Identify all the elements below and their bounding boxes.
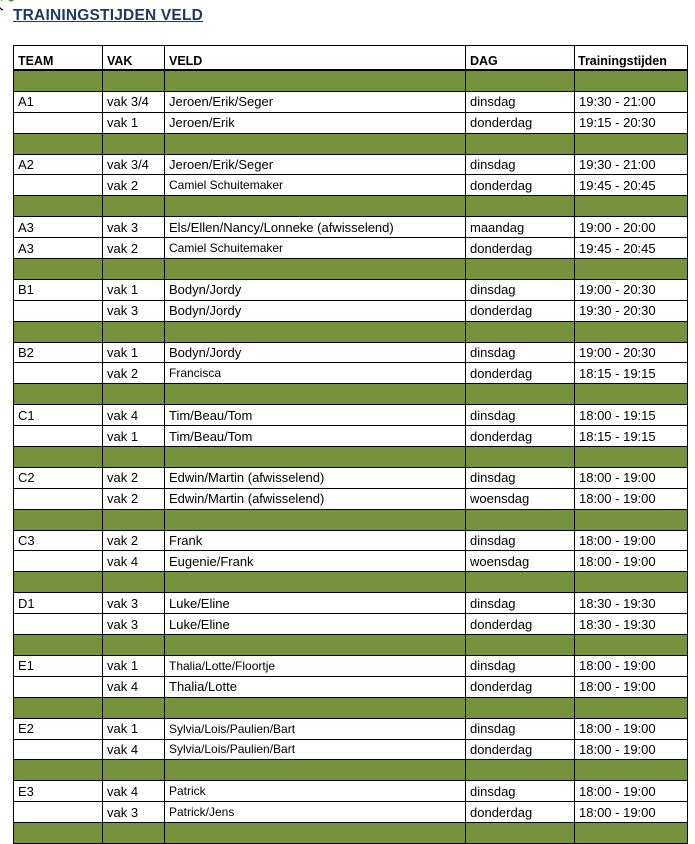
tijd-cell: 19:30 - 20:30	[575, 300, 688, 321]
spacer-cell	[466, 259, 575, 280]
tijd-cell: 19:00 - 20:30	[575, 279, 688, 300]
team-cell: A3	[14, 217, 103, 238]
team-cell	[14, 802, 103, 823]
dag-cell: donderdag	[466, 238, 575, 259]
dag-cell: dinsdag	[466, 467, 575, 488]
team-cell: E3	[14, 781, 103, 802]
veld-cell: Jeroen/Erik	[165, 112, 466, 133]
table-row	[14, 593, 688, 614]
tijd-cell: 19:00 - 20:00	[575, 217, 688, 238]
table-row	[14, 551, 688, 572]
spacer-cell	[575, 823, 688, 844]
tijd-cell: 18:30 - 19:30	[575, 593, 688, 614]
spacer-row	[14, 447, 688, 468]
spacer-cell	[575, 572, 688, 593]
spacer-cell	[575, 760, 688, 781]
vak-cell: vak 1	[103, 342, 165, 363]
spacer-cell	[466, 133, 575, 154]
spacer-cell	[165, 635, 466, 656]
dag-cell: donderdag	[466, 739, 575, 760]
veld-cell: Eugenie/Frank	[165, 551, 466, 572]
veld-cell: Els/Ellen/Nancy/Lonneke (afwisselend)	[165, 217, 466, 238]
spacer-cell	[14, 635, 103, 656]
vak-cell: vak 4	[103, 676, 165, 697]
spacer-cell	[103, 70, 165, 91]
spacer-cell	[575, 635, 688, 656]
tijd-cell: 18:15 - 19:15	[575, 426, 688, 447]
vak-cell: vak 3	[103, 802, 165, 823]
spacer-cell	[103, 447, 165, 468]
tijd-cell: 19:45 - 20:45	[575, 175, 688, 196]
spacer-cell	[575, 196, 688, 217]
veld-cell: Edwin/Martin (afwisselend)	[165, 467, 466, 488]
spacer-cell	[165, 321, 466, 342]
spacer-row	[14, 572, 688, 593]
spacer-cell	[575, 259, 688, 280]
dag-cell: donderdag	[466, 300, 575, 321]
tijd-cell: 19:45 - 20:45	[575, 238, 688, 259]
spacer-cell	[14, 447, 103, 468]
spacer-cell	[575, 697, 688, 718]
dag-cell: dinsdag	[466, 718, 575, 739]
vak-cell: vak 1	[103, 426, 165, 447]
spacer-cell	[14, 259, 103, 280]
tijd-cell: 19:30 - 21:00	[575, 154, 688, 175]
table-row	[14, 802, 688, 823]
veld-cell: Thalia/Lotte/Floortje	[165, 655, 466, 676]
table-row	[14, 154, 688, 175]
table-row	[14, 655, 688, 676]
veld-cell: Tim/Beau/Tom	[165, 405, 466, 426]
table-row	[14, 718, 688, 739]
team-cell	[14, 488, 103, 509]
veld-cell: Edwin/Martin (afwisselend)	[165, 488, 466, 509]
spacer-cell	[575, 509, 688, 530]
table-row	[14, 781, 688, 802]
spacer-cell	[466, 70, 575, 91]
spacer-cell	[466, 196, 575, 217]
veld-cell: Luke/Eline	[165, 614, 466, 635]
dag-cell: donderdag	[466, 614, 575, 635]
tijd-cell: 19:00 - 20:30	[575, 342, 688, 363]
vak-cell: vak 3	[103, 300, 165, 321]
dag-cell: donderdag	[466, 175, 575, 196]
spacer-row	[14, 384, 688, 405]
vak-cell: vak 3	[103, 593, 165, 614]
spacer-cell	[103, 196, 165, 217]
spacer-cell	[466, 509, 575, 530]
table-row	[14, 363, 688, 384]
team-cell: C2	[14, 467, 103, 488]
dag-cell: dinsdag	[466, 655, 575, 676]
veld-cell: Frank	[165, 530, 466, 551]
vak-cell: vak 3	[103, 217, 165, 238]
spacer-cell	[14, 509, 103, 530]
vak-cell: vak 4	[103, 551, 165, 572]
vak-cell: vak 1	[103, 655, 165, 676]
tijd-cell: 18:00 - 19:00	[575, 467, 688, 488]
veld-cell: Tim/Beau/Tom	[165, 426, 466, 447]
tijd-cell: 18:00 - 19:00	[575, 530, 688, 551]
table-row	[14, 279, 688, 300]
table-row	[14, 405, 688, 426]
tijd-cell: 18:00 - 19:00	[575, 718, 688, 739]
veld-cell: Camiel Schuitemaker	[165, 175, 466, 196]
spacer-cell	[575, 384, 688, 405]
tijd-cell: 18:15 - 19:15	[575, 363, 688, 384]
spacer-cell	[103, 259, 165, 280]
spacer-cell	[466, 760, 575, 781]
dag-cell: dinsdag	[466, 342, 575, 363]
spacer-row	[14, 823, 688, 844]
dag-cell: dinsdag	[466, 530, 575, 551]
table-row	[14, 739, 688, 760]
veld-cell: Francisca	[165, 363, 466, 384]
tijd-cell: 18:00 - 19:00	[575, 802, 688, 823]
veld-cell: Patrick/Jens	[165, 802, 466, 823]
spacer-cell	[466, 384, 575, 405]
vak-cell: vak 3/4	[103, 91, 165, 112]
team-cell: D1	[14, 593, 103, 614]
table-body	[14, 70, 688, 843]
veld-cell: Luke/Eline	[165, 593, 466, 614]
spacer-row	[14, 259, 688, 280]
tijd-cell: 18:00 - 19:00	[575, 551, 688, 572]
table-row	[14, 488, 688, 509]
team-cell: A1	[14, 91, 103, 112]
spacer-cell	[165, 697, 466, 718]
spacer-cell	[103, 760, 165, 781]
vak-cell: vak 4	[103, 781, 165, 802]
veld-cell: Patrick	[165, 781, 466, 802]
spacer-cell	[103, 384, 165, 405]
dag-cell: donderdag	[466, 676, 575, 697]
training-schedule-table	[13, 45, 688, 844]
vak-cell: vak 4	[103, 405, 165, 426]
spacer-row	[14, 196, 688, 217]
page-title: TRAININGSTIJDEN VELD	[13, 7, 204, 24]
spacer-row	[14, 635, 688, 656]
vak-cell: vak 2	[103, 467, 165, 488]
dag-cell: dinsdag	[466, 593, 575, 614]
tijd-cell: 18:00 - 19:00	[575, 488, 688, 509]
team-cell: B2	[14, 342, 103, 363]
tijd-cell: 18:00 - 19:00	[575, 655, 688, 676]
team-cell	[14, 363, 103, 384]
dag-cell: woensdag	[466, 551, 575, 572]
dag-cell: woensdag	[466, 488, 575, 509]
spacer-cell	[575, 70, 688, 91]
table-row	[14, 300, 688, 321]
spacer-cell	[103, 697, 165, 718]
team-cell: E2	[14, 718, 103, 739]
vak-cell: vak 2	[103, 238, 165, 259]
team-cell	[14, 175, 103, 196]
veld-cell: Sylvia/Lois/Paulien/Bart	[165, 718, 466, 739]
spacer-cell	[14, 572, 103, 593]
spacer-cell	[466, 572, 575, 593]
spacer-row	[14, 697, 688, 718]
tijd-cell: 18:00 - 19:00	[575, 781, 688, 802]
spacer-cell	[575, 133, 688, 154]
vak-cell: vak 3	[103, 614, 165, 635]
vak-cell: vak 2	[103, 530, 165, 551]
team-cell: A3	[14, 238, 103, 259]
vak-cell: vak 2	[103, 488, 165, 509]
team-cell	[14, 739, 103, 760]
veld-cell: Sylvia/Lois/Paulien/Bart	[165, 739, 466, 760]
team-cell	[14, 300, 103, 321]
spacer-cell	[466, 321, 575, 342]
spacer-cell	[14, 321, 103, 342]
team-cell	[14, 426, 103, 447]
vak-cell: vak 1	[103, 112, 165, 133]
spacer-row	[14, 760, 688, 781]
spacer-cell	[103, 823, 165, 844]
vak-cell: vak 2	[103, 363, 165, 384]
spacer-cell	[165, 133, 466, 154]
dag-cell: donderdag	[466, 426, 575, 447]
veld-cell: Jeroen/Erik/Seger	[165, 91, 466, 112]
veld-cell: Jeroen/Erik/Seger	[165, 154, 466, 175]
table-row	[14, 614, 688, 635]
table-row	[14, 112, 688, 133]
spacer-row	[14, 133, 688, 154]
spacer-cell	[466, 447, 575, 468]
spacer-cell	[14, 823, 103, 844]
team-cell	[14, 551, 103, 572]
spacer-cell	[165, 572, 466, 593]
table-header-row	[14, 46, 688, 71]
spacer-cell	[165, 760, 466, 781]
spacer-cell	[165, 509, 466, 530]
column-header-dag: DAG	[466, 46, 575, 71]
spacer-cell	[103, 509, 165, 530]
tijd-cell: 18:00 - 19:15	[575, 405, 688, 426]
dag-cell: donderdag	[466, 802, 575, 823]
dag-cell: dinsdag	[466, 279, 575, 300]
dag-cell: dinsdag	[466, 781, 575, 802]
team-cell: B1	[14, 279, 103, 300]
table-row	[14, 426, 688, 447]
vak-cell: vak 1	[103, 718, 165, 739]
spacer-cell	[466, 823, 575, 844]
tijd-cell: 18:30 - 19:30	[575, 614, 688, 635]
spacer-cell	[165, 259, 466, 280]
team-cell	[14, 112, 103, 133]
spacer-cell	[165, 384, 466, 405]
veld-cell: Bodyn/Jordy	[165, 300, 466, 321]
team-cell: A2	[14, 154, 103, 175]
spacer-cell	[575, 447, 688, 468]
spacer-row	[14, 321, 688, 342]
spacer-cell	[103, 572, 165, 593]
column-header-team: TEAM	[14, 46, 103, 71]
spacer-cell	[14, 196, 103, 217]
tijd-cell: 18:00 - 19:00	[575, 739, 688, 760]
table-row	[14, 676, 688, 697]
spacer-cell	[165, 70, 466, 91]
team-cell	[14, 614, 103, 635]
tijd-cell: 19:30 - 21:00	[575, 91, 688, 112]
veld-cell: Bodyn/Jordy	[165, 279, 466, 300]
spacer-cell	[466, 697, 575, 718]
table-row	[14, 238, 688, 259]
spacer-cell	[165, 447, 466, 468]
team-cell: C1	[14, 405, 103, 426]
table-row	[14, 175, 688, 196]
table-row	[14, 467, 688, 488]
spacer-cell	[103, 133, 165, 154]
spacer-row	[14, 509, 688, 530]
column-header-trainingstijden: Trainingstijden	[575, 46, 688, 71]
spacer-cell	[466, 635, 575, 656]
spacer-cell	[14, 133, 103, 154]
veld-cell: Bodyn/Jordy	[165, 342, 466, 363]
dag-cell: dinsdag	[466, 91, 575, 112]
tijd-cell: 18:00 - 19:00	[575, 676, 688, 697]
tijd-cell: 19:15 - 20:30	[575, 112, 688, 133]
column-header-vak: VAK	[103, 46, 165, 71]
vak-cell: vak 4	[103, 739, 165, 760]
spacer-cell	[575, 321, 688, 342]
spacer-cell	[14, 697, 103, 718]
spacer-cell	[165, 196, 466, 217]
spacer-cell	[14, 760, 103, 781]
spacer-row	[14, 70, 688, 91]
spacer-cell	[103, 321, 165, 342]
team-cell	[14, 676, 103, 697]
dag-cell: dinsdag	[466, 154, 575, 175]
spacer-cell	[103, 635, 165, 656]
dag-cell: donderdag	[466, 112, 575, 133]
dag-cell: donderdag	[466, 363, 575, 384]
vak-cell: vak 3/4	[103, 154, 165, 175]
spacer-cell	[14, 70, 103, 91]
veld-cell: Camiel Schuitemaker	[165, 238, 466, 259]
column-header-veld: VELD	[165, 46, 466, 71]
vak-cell: vak 2	[103, 175, 165, 196]
dag-cell: maandag	[466, 217, 575, 238]
dag-cell: dinsdag	[466, 405, 575, 426]
table-row	[14, 342, 688, 363]
team-cell: C3	[14, 530, 103, 551]
spacer-cell	[14, 384, 103, 405]
table-row	[14, 217, 688, 238]
table-row	[14, 91, 688, 112]
veld-cell: Thalia/Lotte	[165, 676, 466, 697]
team-cell: E1	[14, 655, 103, 676]
vak-cell: vak 1	[103, 279, 165, 300]
table-row	[14, 530, 688, 551]
spacer-cell	[165, 823, 466, 844]
